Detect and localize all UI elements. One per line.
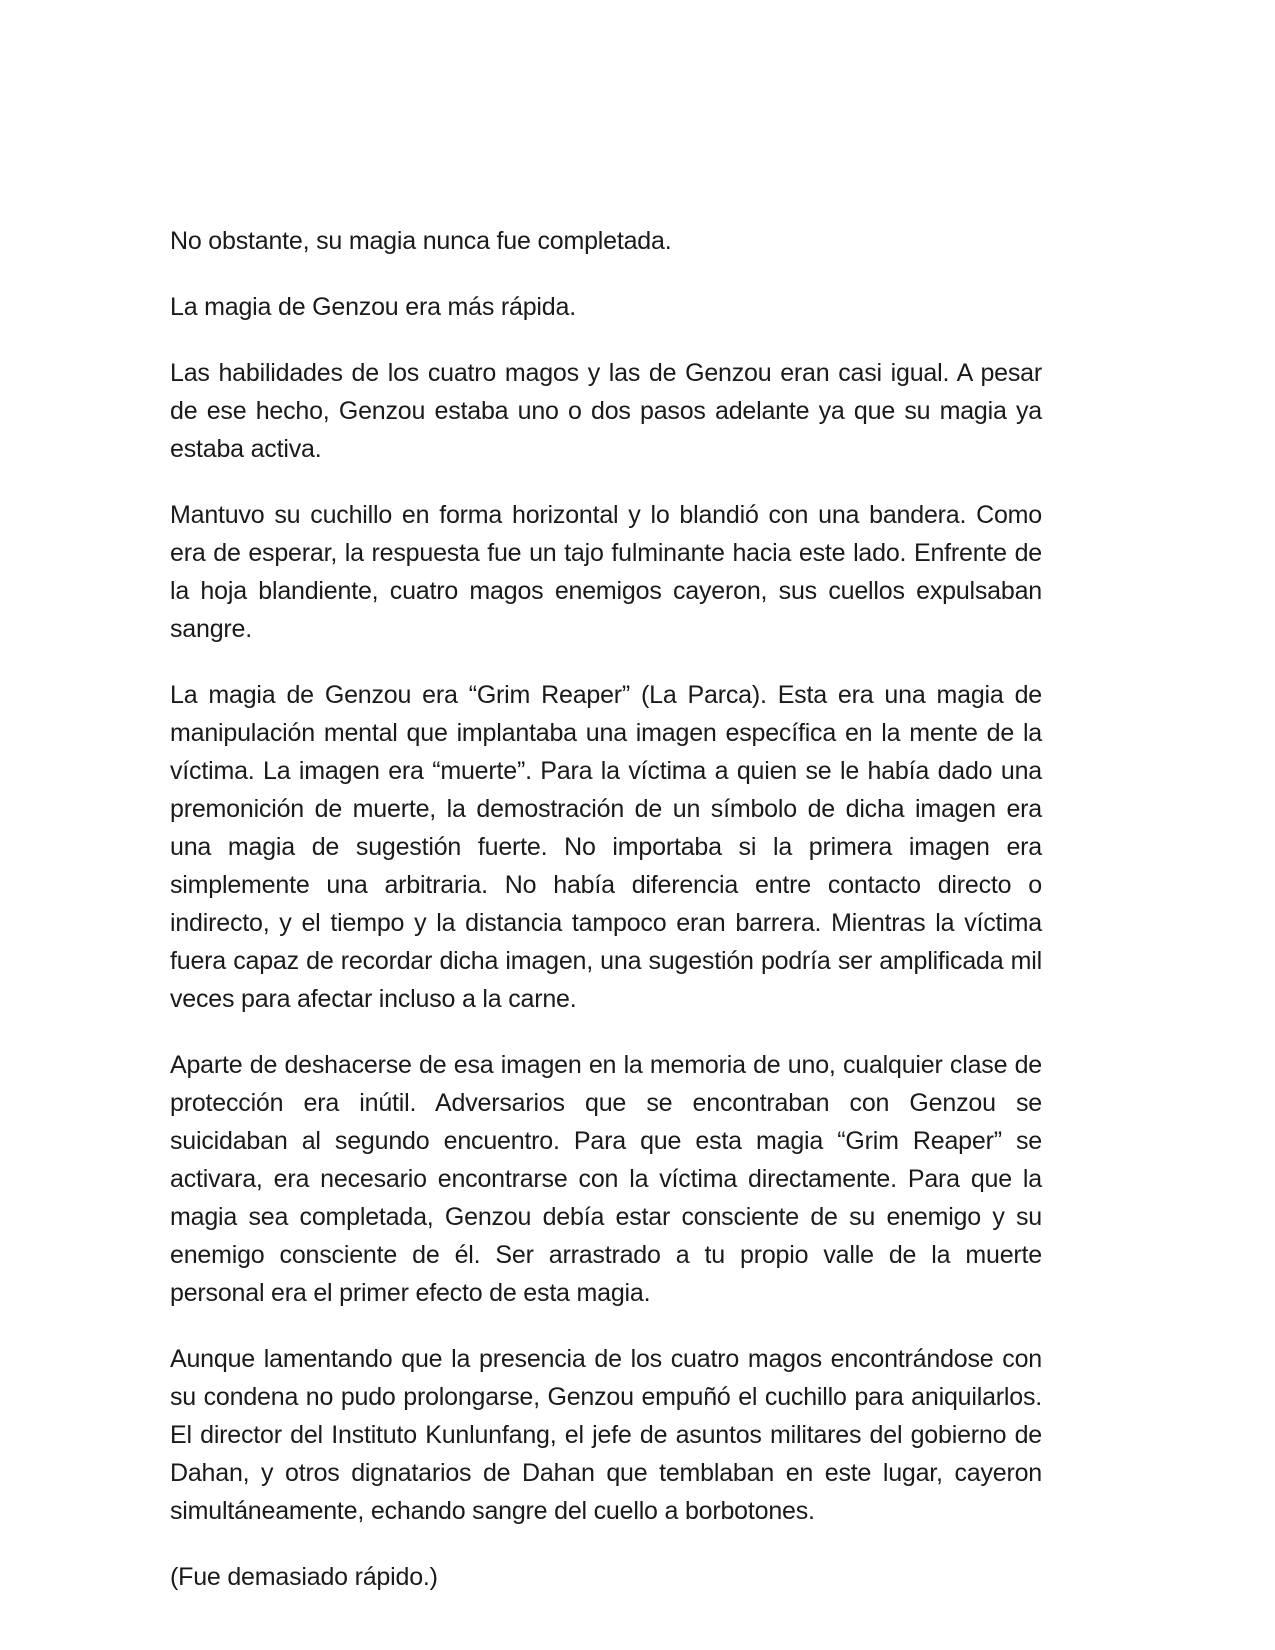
paragraph-8: (Fue demasiado rápido.): [170, 1563, 438, 1591]
paragraph-3: Las habilidades de los cuatro magos y las de Genzou eran casi igual. A pesar de ese hecho, Genzou estaba uno o dos pasos adelante ya que su magia ya estaba activa.: [170, 359, 1042, 463]
paragraph-5: La magia de Genzou era “Grim Reaper” (La Parca). Esta era una magia de manipulación mental que implantaba una imagen específica en la mente de la víctima. La imagen era “muerte”. Para la víctima a quien se le había dado una premonición de muerte, la demostración de un símbolo de dicha imagen era una magia de sugestión fuerte. No importaba si la primera imagen era simplemente una arbitraria. No había diferencia entre contacto directo o indirecto, y el tiempo y la distancia tampoco eran barrera. Mientras la víctima fuera capaz de recordar dicha imagen, una sugestión podría ser amplificada mil veces para afectar incluso a la carne.: [170, 681, 1042, 1013]
paragraph-6: Aparte de deshacerse de esa imagen en la memoria de uno, cualquier clase de protección era inútil. Adversarios que se encontraban con Genzou se suicidaban al segundo encuentro. Para que esta magia “Grim Reaper” se activara, era necesario encontrarse con la víctima directamente. Para que la magia sea completada, Genzou debía estar consciente de su enemigo y su enemigo consciente de él. Ser arrastrado a tu propio valle de la muerte personal era el primer efecto de esta magia.: [170, 1051, 1042, 1307]
paragraph-4: Mantuvo su cuchillo en forma horizontal y lo blandió con una bandera. Como era de esperar, la respuesta fue un tajo fulminante hacia este lado. Enfrente de la hoja blandiente, cuatro magos enemigos cayeron, sus cuellos expulsaban sangre.: [170, 501, 1042, 643]
paragraph-7: Aunque lamentando que la presencia de los cuatro magos encontrándose con su condena no pudo prolongarse, Genzou empuñó el cuchillo para aniquilarlos. El director del Instituto Kunlunfang, el jefe de asuntos militares del gobierno de Dahan, y otros dignatarios de Dahan que temblaban en este lugar, cayeron simultáneamente, echando sangre del cuello a borbotones.: [170, 1345, 1042, 1525]
paragraph-2: La magia de Genzou era más rápida.: [170, 293, 576, 321]
paragraph-1: No obstante, su magia nunca fue completada.: [170, 227, 672, 255]
